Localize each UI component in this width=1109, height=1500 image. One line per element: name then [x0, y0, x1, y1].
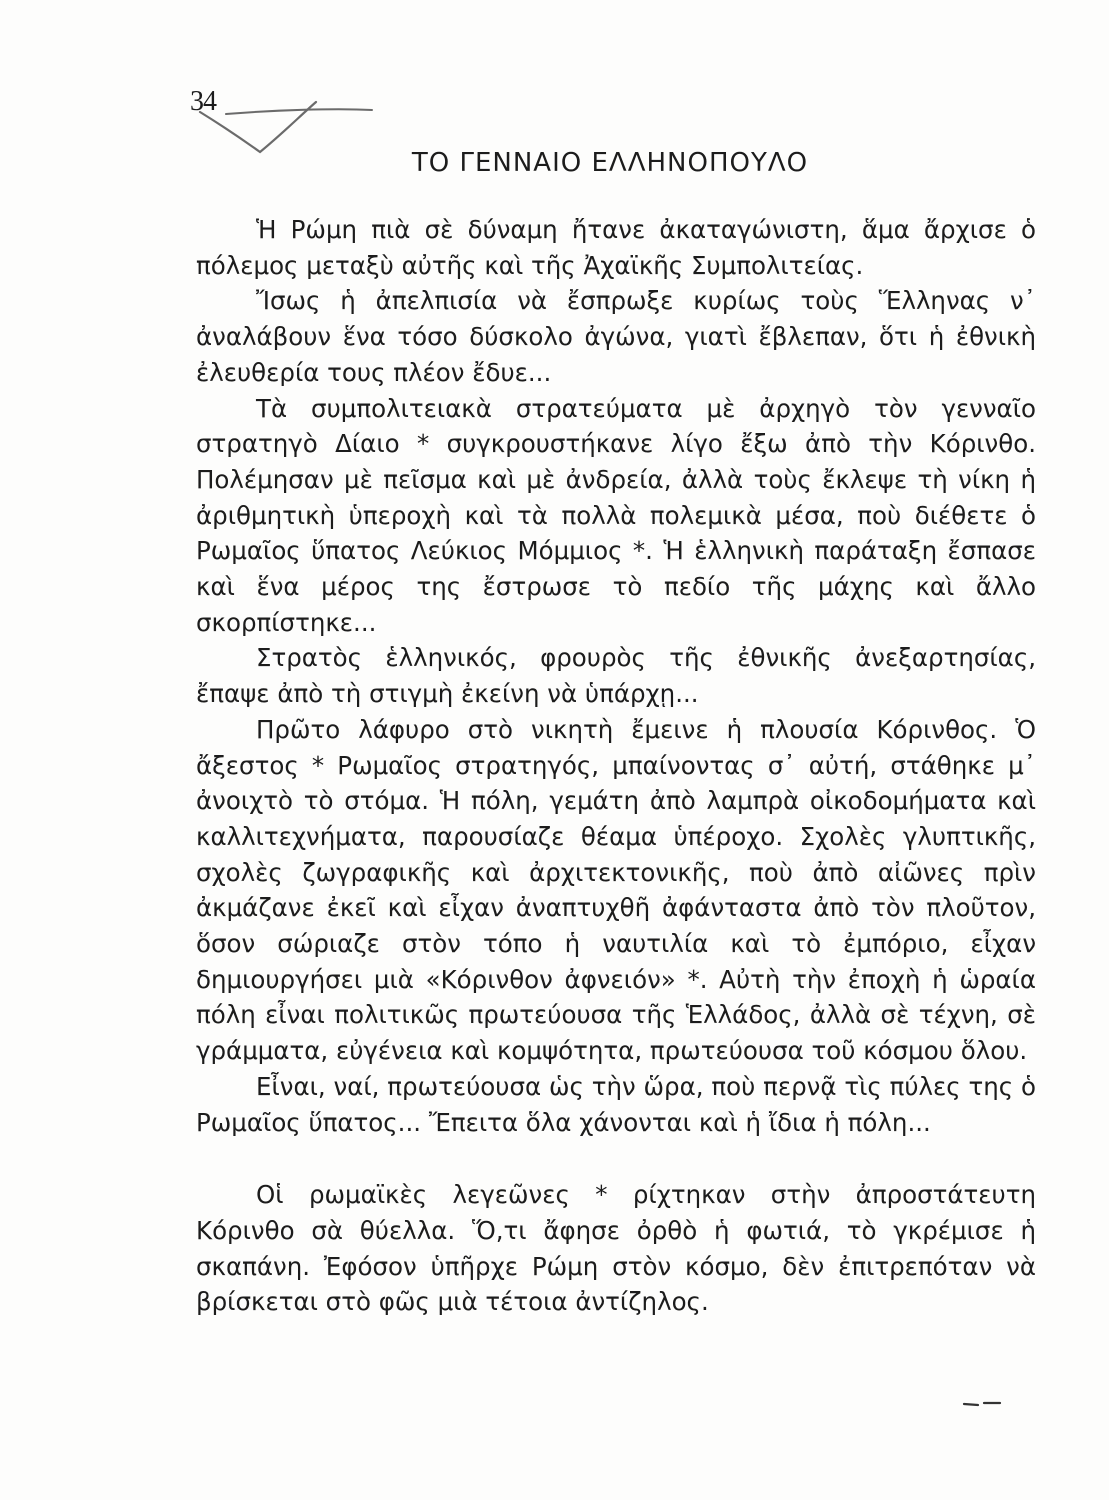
- page-number: 34: [190, 86, 216, 117]
- paragraph: Στρατὸς ἑλληνικός, φρουρὸς τῆς ἐθνικῆς ἀνεξαρτησίας, ἔπαψε ἀπὸ τὴ στιγμὴ ἐκείνη νὰ ὑπάρχῃ...: [196, 643, 1036, 709]
- paragraph: Οἱ ρωμαϊκὲς λεγεῶνες * ρίχτηκαν στὴν ἀπροστάτευτη Κόρινθο σὰ θύελλα. Ὅ,τι ἄφησε ὀρθὸ ἡ φωτιά, τὸ γκρέμισε ἡ σκαπάνη. Ἐφόσον ὑπῆρχε Ρώμη στὸν κόσμο, δὲν ἐπιτρεπόταν νὰ βρίσκεται στὸ φῶς μιὰ τέτοια ἀντίζηλος.: [196, 1180, 1036, 1317]
- paragraph: Πρῶτο λάφυρο στὸ νικητὴ ἔμεινε ἡ πλουσία Κόρινθος. Ὁ ἄξεστος * Ρωμαῖος στρατηγός, μπαίνοντας σ᾽ αὐτή, στάθηκε μ᾽ ἀνοιχτὸ τὸ στόμα. Ἡ πόλη, γεμάτη ἀπὸ λαμπρὰ οἰκοδομήματα καὶ καλλιτεχνήματα, παρουσίαζε θέαμα ὑπέροχο. Σχολὲς γλυπτικῆς, σχολὲς ζωγραφικῆς καὶ ἀρχιτεκτονικῆς, ποὺ ἀπὸ αἰῶνες πρὶν ἀκμάζανε ἐκεῖ καὶ εἶχαν ἀναπτυχθῆ ἀφάνταστα ἀπὸ τὸν πλοῦτον, ὅσον σώριαζε στὸν τόπο ἡ ναυτιλία καὶ τὸ ἐμπόριο, εἶχαν δημιουργήσει μιὰ «Κόρινθον ἀφνειόν» *. Αὐτὴ τὴν ἐποχὴ ἡ ὡραία πόλη εἶναι πολιτικῶς πρωτεύουσα τῆς Ἑλλάδος, ἀλλὰ σὲ τέχνη, σὲ γράμματα, εὐγένεια καὶ κομψότητα, πρωτεύουσα τοῦ κόσμου ὅλου.: [196, 714, 1036, 1066]
- chapter-title: ΤΟ ΓΕΝΝΑΙΟ ΕΛΛΗΝΟΠΟΥΛΟ: [411, 148, 809, 178]
- paragraph: Ἴσως ἡ ἀπελπισία νὰ ἔσπρωξε κυρίως τοὺς Ἕλληνας ν᾽ ἀναλάβουν ἕνα τόσο δύσκολο ἀγώνα, γιατὶ ἔβλεπαν, ὅτι ἡ ἐθνικὴ ἐλευθερία τους πλέον ἔδυε...: [196, 286, 1036, 387]
- body-text: [196, 212, 1036, 1320]
- paragraph: Εἶναι, ναί, πρωτεύουσα ὡς τὴν ὥρα, ποὺ περνᾷ τὶς πύλες της ὁ Ρωμαῖος ὕπατος... Ἔπειτα ὅλα χάνονται καὶ ἡ ἴδια ἡ πόλη...: [196, 1071, 1036, 1137]
- ornament-dash: [962, 1398, 1002, 1410]
- paragraph: Ἡ Ρώμη πιὰ σὲ δύναμη ἤτανε ἀκαταγώνιστη, ἅμα ἄρχισε ὁ πόλεμος μεταξὺ αὐτῆς καὶ τῆς Ἀχαϊκῆς Συμπολιτείας.: [196, 215, 1036, 280]
- paragraph: Τὰ συμπολιτειακὰ στρατεύματα μὲ ἀρχηγὸ τὸν γενναῖο στρατηγὸ Δίαιο * συγκρουστήκανε λίγο ἔξω ἀπὸ τὴν Κόρινθο. Πολέμησαν μὲ πεῖσμα καὶ μὲ ἀνδρεία, ἀλλὰ τοὺς ἔκλεψε τὴ νίκη ἡ ἀριθμητικὴ ὑπεροχὴ καὶ τὰ πολλὰ πολεμικὰ μέσα, ποὺ διέθετε ὁ Ρωμαῖος ὕπατος Λεύκιος Μόμμιος *. Ἡ ἑλληνικὴ παράταξη ἔσπασε καὶ ἕνα μέρος της ἔστρωσε τὸ πεδίο τῆς μάχης καὶ ἄλλο σκορπίστηκε...: [196, 393, 1036, 637]
